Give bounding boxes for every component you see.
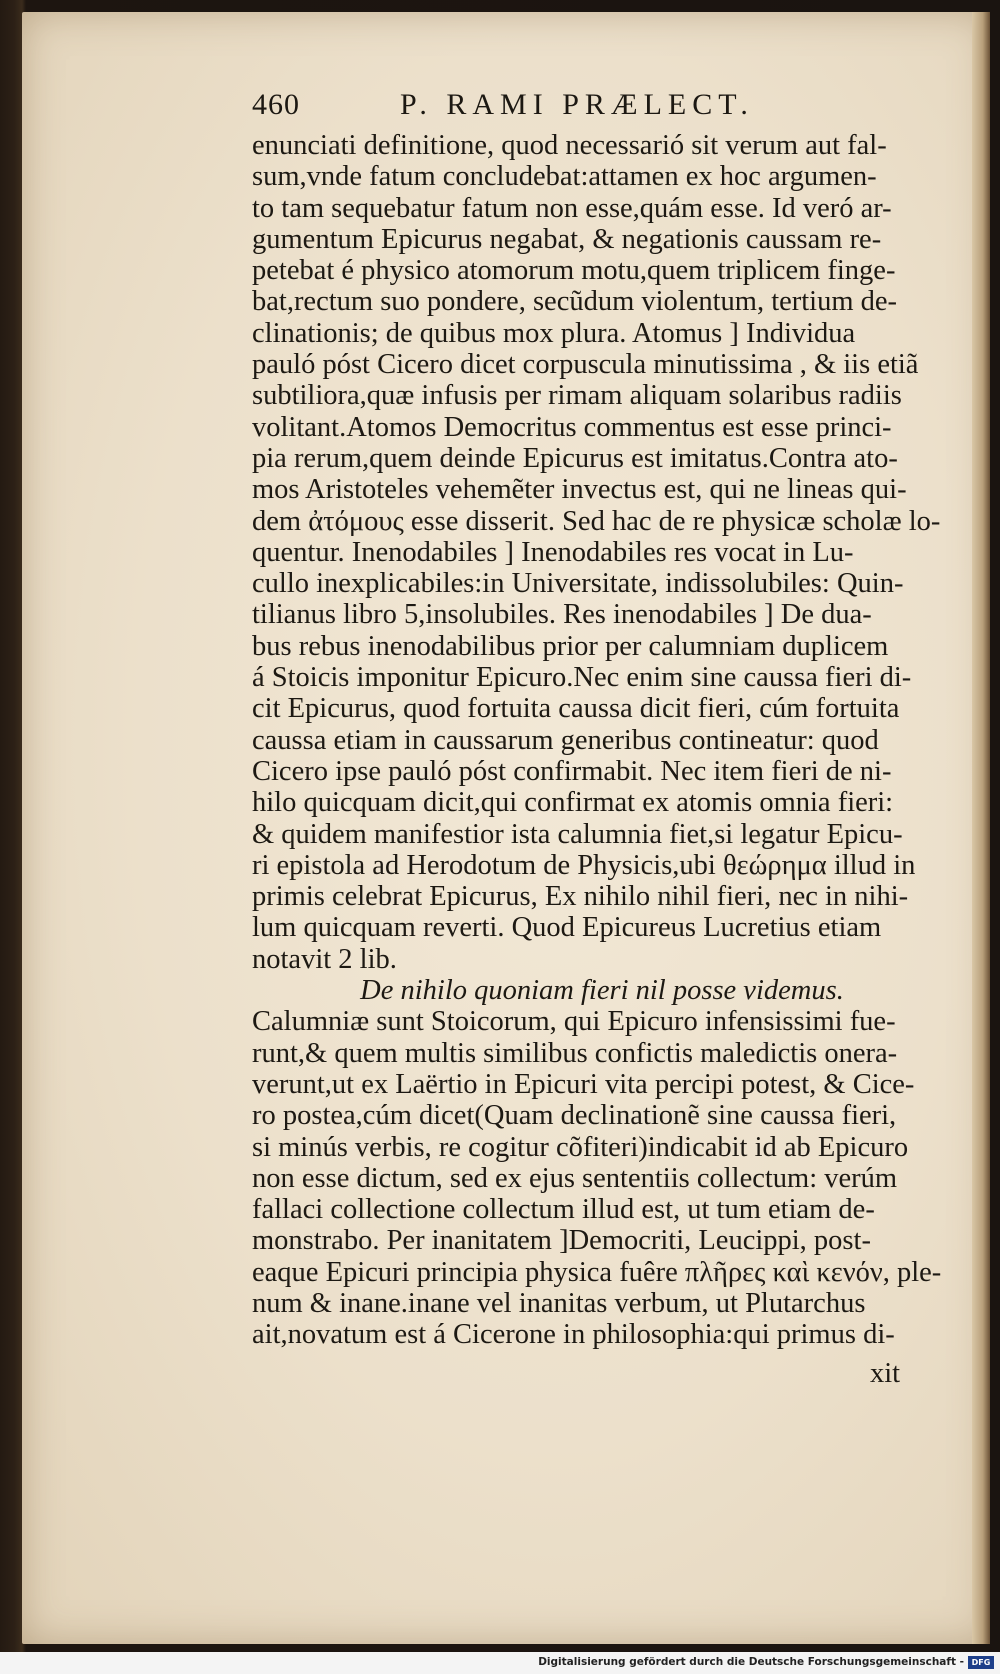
text-line: tilianus libro 5,insolubiles. Res inenodabiles ] De dua- [252, 599, 872, 631]
text-line: ait,novatum est á Cicerone in philosophia:qui primus di- [252, 1319, 895, 1351]
text-line: petebat é physico atomorum motu,quem triplicem finge- [252, 255, 896, 287]
page-number: 460 [252, 88, 300, 121]
text-line: ro postea,cúm dicet(Quam declinationẽ sine caussa fieri, [252, 1100, 897, 1132]
text-line: quentur. Inenodabiles ] Inenodabiles res vocat in Lu- [252, 536, 854, 568]
text-line: cit Epicurus, quod fortuita caussa dicit fieri, cúm fortuita [252, 693, 900, 725]
text-line: dem ἀτόμους esse disserit. Sed hac de re physicæ scholæ lo- [252, 505, 941, 537]
text-line: subtiliora,quæ infusis per rimam aliquam solaribus radiis [252, 380, 902, 412]
text-line: Cicero ipse pauló póst confirmabit. Nec item fieri de ni- [252, 755, 892, 787]
text-line: clinationis; de quibus mox plura. Atomus ] Individua [252, 317, 856, 349]
text-line: num & inane.inane vel inanitas verbum, ut Plutarchus [252, 1287, 866, 1319]
text-line: sum,vnde fatum concludebat:attamen ex hoc argumen- [252, 161, 877, 193]
page-edge [972, 12, 990, 1644]
text-line: pauló póst Cicero dicet corpuscula minutissima , & iis etiã [252, 349, 919, 381]
text-line: cullo inexplicabiles:in Universitate, indissolubiles: Quin- [252, 568, 904, 600]
body-text [252, 130, 952, 1351]
digitization-footer [0, 1652, 1000, 1674]
text-line: pia rerum,quem deinde Epicurus est imitatus.Contra ato- [252, 442, 898, 474]
page-header [252, 88, 952, 128]
text-line: to tam sequebatur fatum non esse,quám esse. Id veró ar- [252, 192, 892, 224]
text-line: mos Aristoteles vehemẽter invectus est, qui ne lineas qui- [252, 474, 907, 506]
catchword: xit [870, 1358, 901, 1389]
text-line: caussa etiam in caussarum generibus contineatur: quod [252, 724, 879, 756]
text-line: verunt,ut ex Laërtio in Epicuri vita percipi potest, & Cice- [252, 1068, 915, 1100]
text-line: bat,rectum suo pondere, secũdum violentum, tertium de- [252, 286, 898, 318]
text-line: De nihilo quoniam fieri nil posse videmus. [360, 975, 844, 1007]
footer-credit: Digitalisierung gefördert durch die Deutsche Forschungsgemeinschaft - [538, 1656, 964, 1668]
text-line: fallaci collectione collectum illud est, ut tum etiam de- [252, 1194, 875, 1226]
text-line: si minús verbis, re cogitur cõfiteri)indicabit id ab Epicuro [252, 1131, 909, 1163]
text-line: Calumniæ sunt Stoicorum, qui Epicuro infensissimi fue- [252, 1006, 896, 1038]
text-line: & quidem manifestior ista calumnia fiet,si legatur Epicu- [252, 818, 903, 850]
text-line: lum quicquam reverti. Quod Epicureus Lucretius etiam [252, 912, 882, 944]
text-line: gumentum Epicurus negabat, & negationis caussam re- [252, 223, 882, 255]
running-title: P. RAMI PRÆLECT. [400, 88, 754, 121]
text-line: runt,& quem multis similibus confictis maledictis onera- [252, 1037, 898, 1069]
text-line: monstrabo. Per inanitatem ]Democriti, Leucippi, post- [252, 1225, 871, 1257]
text-line: enunciati definitione, quod necessarió sit verum aut fal- [252, 130, 887, 161]
dfg-logo-icon: DFG [968, 1656, 994, 1669]
text-line: eaque Epicuri principia physica fuêre πλῆρες καὶ κενόν, ple- [252, 1256, 942, 1288]
text-line: volitant.Atomos Democritus commentus est esse princi- [252, 411, 892, 443]
text-line: primis celebrat Epicurus, Ex nihilo nihil fieri, nec in nihi- [252, 881, 909, 913]
text-line: hilo quicquam dicit,qui confirmat ex atomis omnia fieri: [252, 787, 894, 819]
text-line: ri epistola ad Herodotum de Physicis,ubi θεώρημα illud in [252, 849, 916, 881]
text-line: á Stoicis imponitur Epicuro.Nec enim sine caussa fieri di- [252, 662, 912, 694]
text-line: non esse dictum, sed ex ejus sententiis collectum: verúm [252, 1162, 898, 1194]
text-line: notavit 2 lib. [252, 943, 397, 975]
text-line: bus rebus inenodabilibus prior per calumniam duplicem [252, 630, 889, 662]
